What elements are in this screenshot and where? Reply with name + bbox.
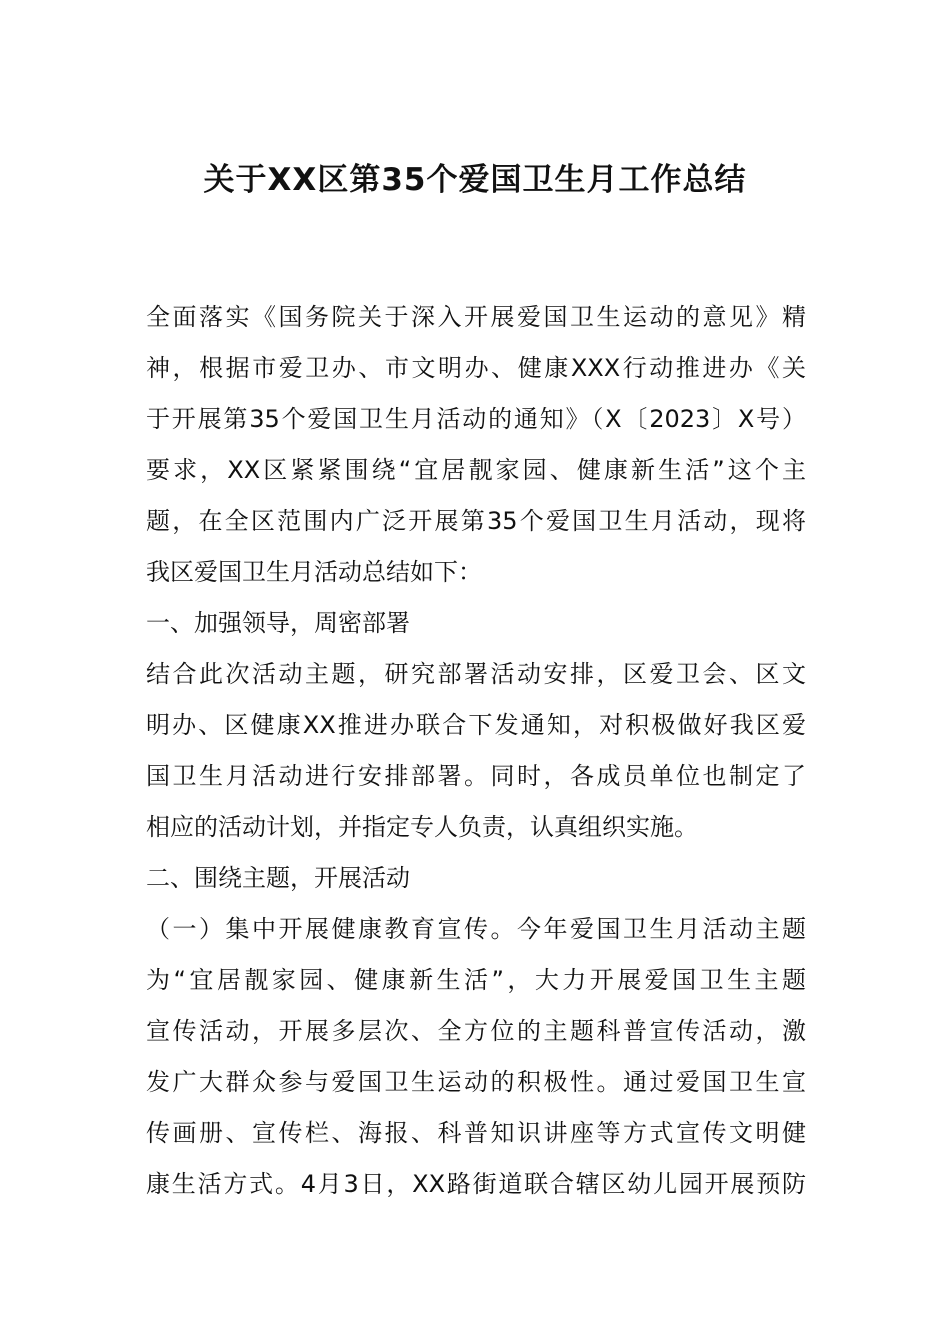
- paragraph-line: 于开展第35个爱国卫生月活动的通知》（X〔2023〕X号）: [146, 405, 806, 433]
- section-heading: 一、加强领导，周密部署: [146, 609, 410, 637]
- paragraph-line: 明办、区健康XX推进办联合下发通知，对积极做好我区爱: [146, 711, 806, 739]
- document-body: [146, 292, 806, 1210]
- paragraph-line: 发广大群众参与爱国卫生运动的积极性。通过爱国卫生宣: [146, 1068, 806, 1096]
- paragraph-line: 相应的活动计划，并指定专人负责，认真组织实施。: [146, 813, 698, 841]
- paragraph-line: 我区爱国卫生月活动总结如下：: [146, 558, 482, 586]
- paragraph-line: 为“宜居靓家园、健康新生活”，大力开展爱国卫生主题: [146, 966, 806, 994]
- section-heading: 二、围绕主题，开展活动: [146, 864, 410, 892]
- paragraph-line: 宣传活动，开展多层次、全方位的主题科普宣传活动，激: [146, 1017, 806, 1045]
- paragraph-line: 结合此次活动主题，研究部署活动安排，区爱卫会、区文: [146, 660, 806, 688]
- paragraph-line: 国卫生月活动进行安排部署。同时，各成员单位也制定了: [146, 762, 806, 790]
- paragraph-line: 康生活方式。4月3日，XX路街道联合辖区幼儿园开展预防: [146, 1170, 806, 1198]
- paragraph-line: （一）集中开展健康教育宣传。今年爱国卫生月活动主题: [146, 915, 806, 943]
- paragraph-line: 神，根据市爱卫办、市文明办、健康XXX行动推进办《关: [146, 354, 806, 382]
- paragraph-line: 题，在全区范围内广泛开展第35个爱国卫生月活动，现将: [146, 507, 806, 535]
- paragraph-line: 传画册、宣传栏、海报、科普知识讲座等方式宣传文明健: [146, 1119, 806, 1147]
- paragraph-line: 要求，XX区紧紧围绕“宜居靓家园、健康新生活”这个主: [146, 456, 806, 484]
- paragraph-line: 全面落实《国务院关于深入开展爱国卫生运动的意见》精: [146, 303, 806, 331]
- document-title: 关于XX区第35个爱国卫生月工作总结: [203, 162, 747, 198]
